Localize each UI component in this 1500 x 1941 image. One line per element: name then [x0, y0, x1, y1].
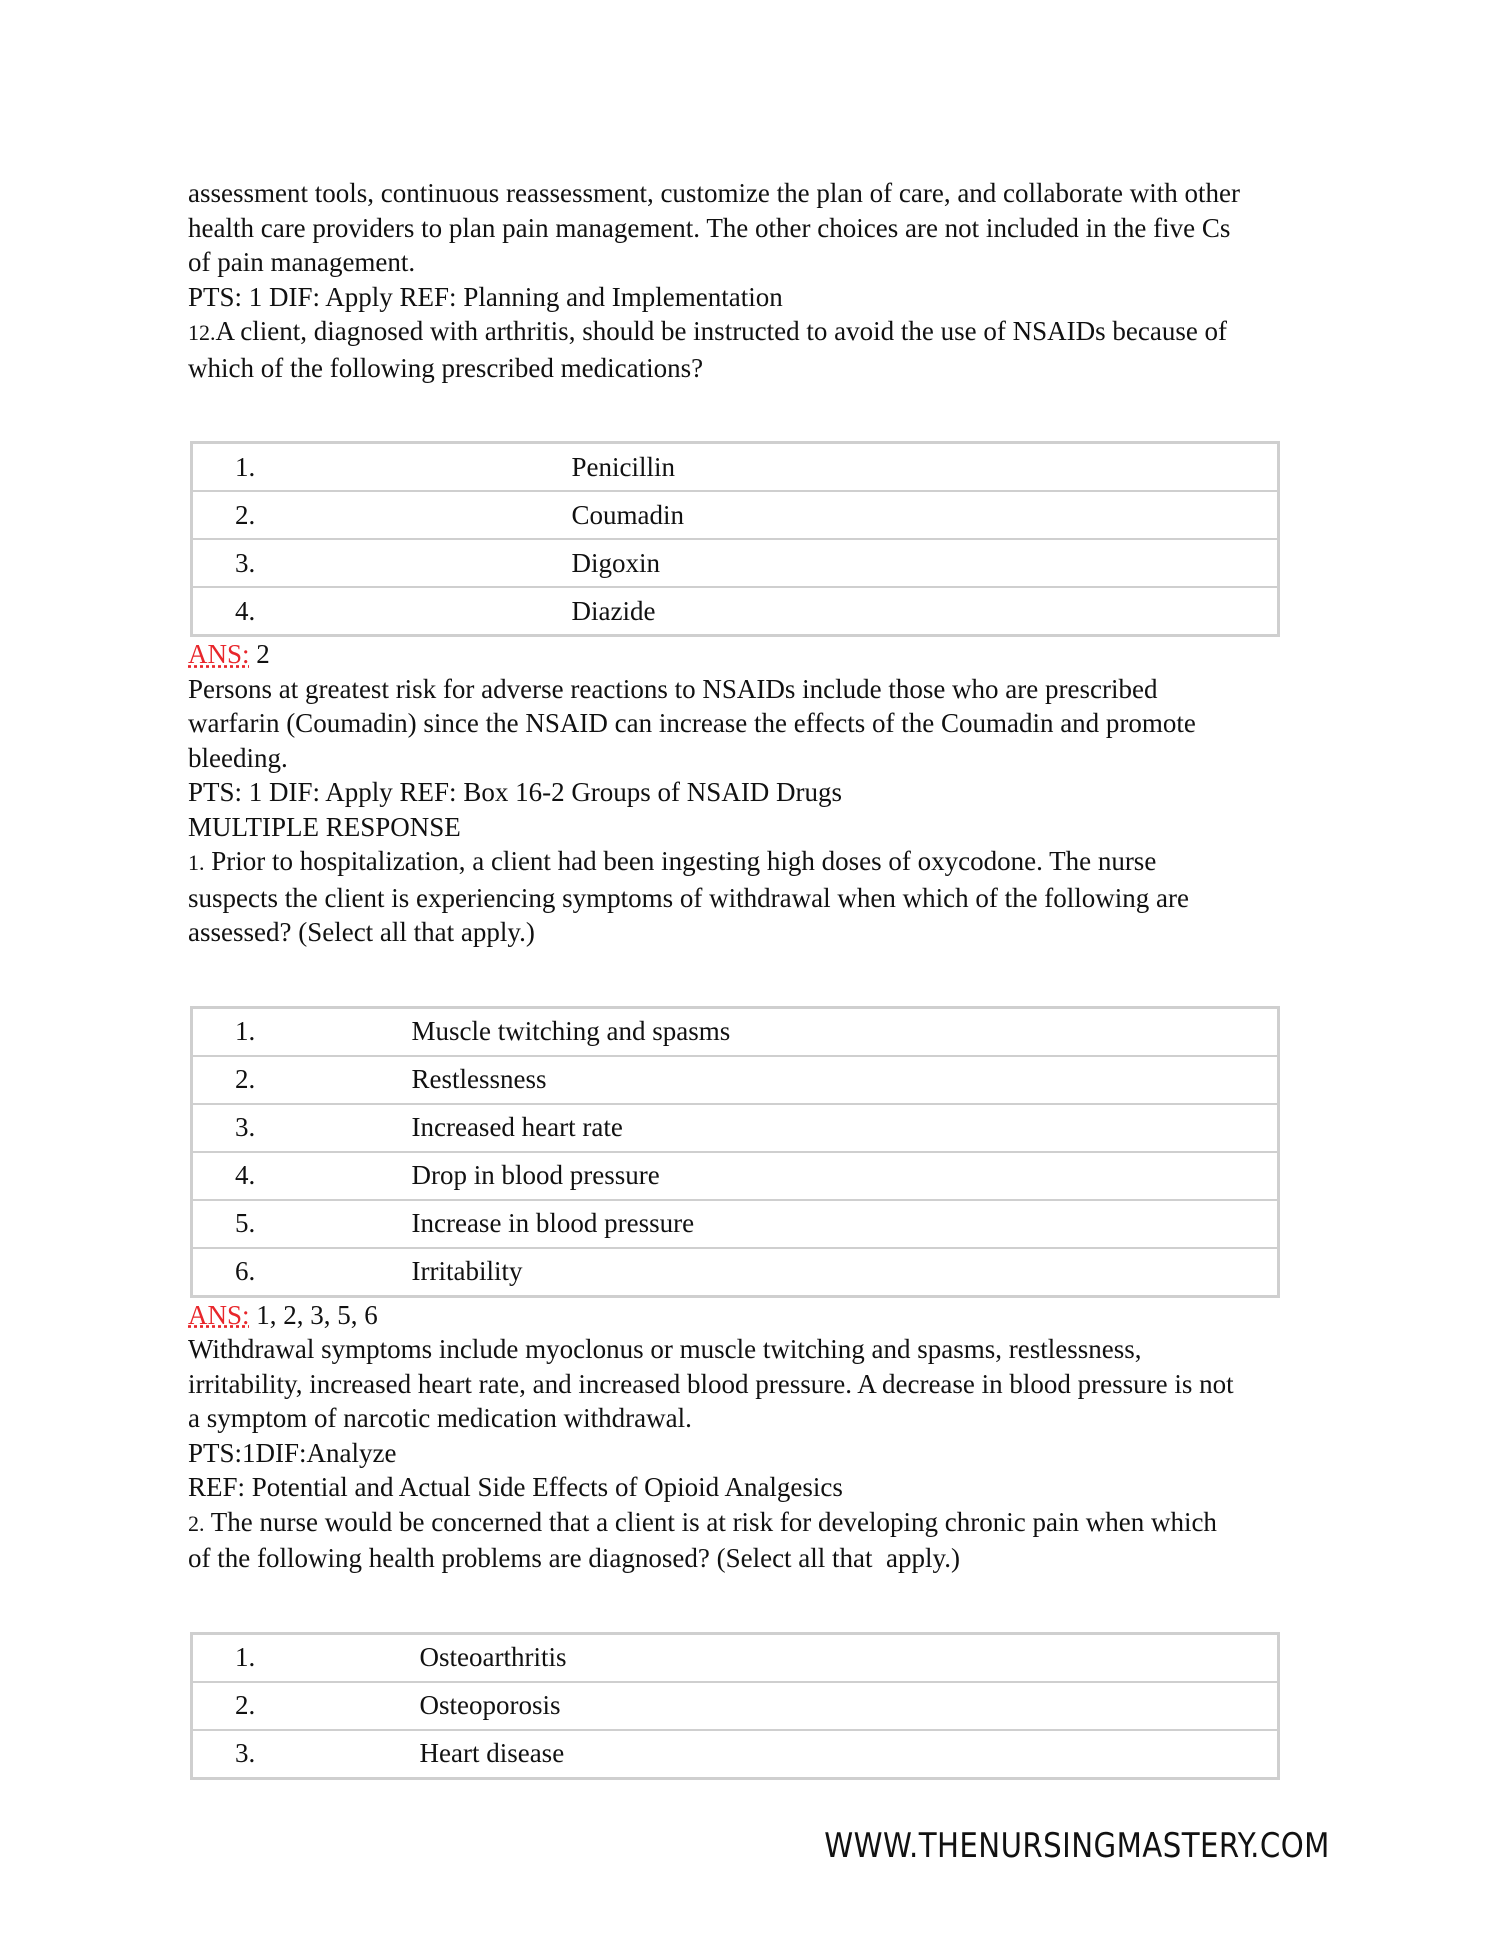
option-text: Drop in blood pressure — [412, 1152, 1279, 1200]
intro-line-3: of pain management. — [188, 247, 416, 277]
mr1-rationale-1: Withdrawal symptoms include myoclonus or muscle twitching and spasms, restlessness, — [188, 1334, 1142, 1364]
option-number: 5. — [192, 1200, 412, 1248]
q12-number: 12. — [188, 320, 216, 345]
q12-rationale-2: warfarin (Coumadin) since the NSAID can increase the effects of the Coumadin and promote — [188, 708, 1196, 738]
table-row — [192, 491, 1279, 539]
option-text: Irritability — [412, 1248, 1279, 1297]
option-text: Digoxin — [572, 539, 1279, 587]
mr1-line-3: assessed? (Select all that apply.) — [188, 917, 535, 947]
table-row — [192, 1056, 1279, 1104]
q12-answer — [188, 637, 1308, 672]
table-row — [192, 1682, 1279, 1730]
option-number: 6. — [192, 1248, 412, 1297]
q12-line-1 — [188, 314, 1308, 351]
intro-pts: PTS: 1 DIF: Apply REF: Planning and Implementation — [188, 281, 783, 312]
option-text: Muscle twitching and spasms — [412, 1007, 1279, 1056]
option-number: 2. — [192, 491, 572, 539]
mr2-line-1 — [188, 1505, 1308, 1542]
table-row — [192, 1730, 1279, 1779]
mr2-options-table — [190, 1632, 1280, 1780]
q12-rationale-1: Persons at greatest risk for adverse reactions to NSAIDs include those who are prescribed — [188, 673, 1158, 704]
document-page — [188, 176, 1308, 1780]
mr2-text-1: The nurse would be concerned that a client is at risk for developing chronic pain when which — [204, 1506, 1217, 1537]
q12-rationale-3: bleeding. — [188, 742, 288, 773]
option-number: 1. — [192, 1007, 412, 1056]
option-text: Increase in blood pressure — [412, 1200, 1279, 1248]
q12-text-1: A client, diagnosed with arthritis, should be instructed to avoid the use of NSAIDs because of — [215, 316, 1228, 346]
footer-website: WWW.THENURSINGMASTERY.COM — [824, 1826, 1330, 1866]
option-text: Diazide — [572, 587, 1279, 636]
mr1-ref: REF: Potential and Actual Side Effects of Opioid Analgesics — [188, 1472, 843, 1502]
q12-options-table — [190, 441, 1280, 637]
table-row — [192, 1104, 1279, 1152]
option-number: 3. — [192, 1730, 420, 1779]
mr1-rationale-3: a symptom of narcotic medication withdrawal. — [188, 1403, 692, 1433]
mr1-line-1 — [188, 844, 1308, 881]
option-text: Increased heart rate — [412, 1104, 1279, 1152]
mr1-line-2: suspects the client is experiencing symptoms of withdrawal when which of the following are — [188, 882, 1190, 913]
answer-value: 1, 2, 3, 5, 6 — [249, 1299, 378, 1330]
spacer — [188, 385, 1308, 441]
option-text: Restlessness — [412, 1056, 1279, 1104]
q12-pts: PTS: 1 DIF: Apply REF: Box 16-2 Groups of NSAID Drugs — [188, 777, 843, 807]
mr2-number: 2. — [188, 1510, 205, 1536]
mr1-options-table — [190, 1006, 1280, 1298]
option-number: 2. — [192, 1056, 412, 1104]
option-text: Penicillin — [572, 443, 1279, 492]
mr1-pts: PTS:1DIF:Analyze — [188, 1437, 397, 1468]
option-number: 1. — [192, 443, 572, 492]
option-number: 3. — [192, 1104, 412, 1152]
mr1-rationale-2: irritability, increased heart rate, and increased blood pressure. A decrease in blood pressure is not — [188, 1368, 1234, 1399]
spacer — [188, 950, 1308, 1006]
table-row — [192, 1152, 1279, 1200]
option-text: Coumadin — [572, 491, 1279, 539]
table-row — [192, 1633, 1279, 1682]
answer-value: 2 — [249, 639, 270, 669]
table-row — [192, 587, 1279, 636]
option-text: Osteoporosis — [420, 1682, 1279, 1730]
table-row — [192, 1248, 1279, 1297]
mr1-answer — [188, 1298, 1308, 1333]
section-heading: MULTIPLE RESPONSE — [188, 811, 461, 842]
intro-line-1: assessment tools, continuous reassessment, customize the plan of care, and collaborate with other — [188, 178, 1240, 208]
table-row — [192, 539, 1279, 587]
q12-line-2: which of the following prescribed medications? — [188, 352, 704, 383]
option-number: 3. — [192, 539, 572, 587]
answer-label: ANS: — [188, 1299, 250, 1330]
table-row — [192, 1200, 1279, 1248]
spacer — [188, 1576, 1308, 1632]
table-row — [192, 1007, 1279, 1056]
intro-line-2: health care providers to plan pain management. The other choices are not included in the five Cs — [188, 212, 1231, 243]
mr2-line-2: of the following health problems are diagnosed? (Select all that apply.) — [188, 1543, 961, 1573]
mr1-text-1: Prior to hospitalization, a client had been ingesting high doses of oxycodone. The nurse — [204, 846, 1157, 876]
answer-label: ANS: — [188, 639, 250, 669]
mr1-number: 1. — [188, 850, 205, 875]
option-number: 4. — [192, 1152, 412, 1200]
table-row — [192, 443, 1279, 492]
option-number: 1. — [192, 1633, 420, 1682]
option-text: Osteoarthritis — [420, 1633, 1279, 1682]
option-text: Heart disease — [420, 1730, 1279, 1779]
option-number: 2. — [192, 1682, 420, 1730]
option-number: 4. — [192, 587, 572, 636]
